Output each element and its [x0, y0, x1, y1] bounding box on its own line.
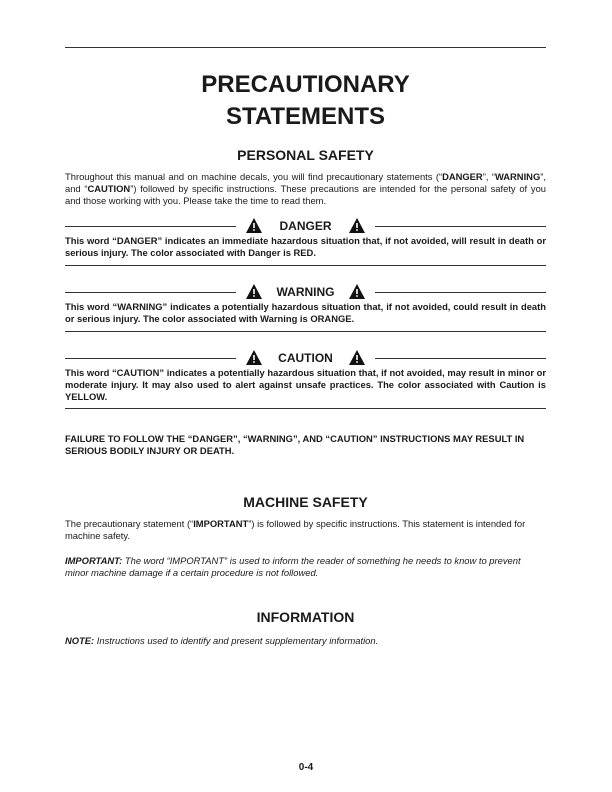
signal-word: DANGER	[279, 219, 332, 233]
important-note	[65, 555, 546, 579]
information-heading: INFORMATION	[256, 609, 355, 625]
failure-warning: FAILURE TO FOLLOW THE “DANGER”, “WARNING”, AND “CAUTION” INSTRUCTIONS MAY RESULT IN SERIOUS BODILY INJURY OR DEATH.	[65, 433, 525, 456]
caution-description: This word “CAUTION” indicates a potentially hazardous situation that, if not avoided, may result in minor or moderate injury. It may also used to alert against unsafe practices. The color associated with Caution is YELLOW.	[65, 367, 546, 402]
text: DANGER	[442, 171, 483, 182]
text: IMPORTANT	[193, 518, 249, 529]
divider	[375, 358, 546, 359]
signal-word: WARNING	[276, 285, 335, 299]
warning-triangle-icon	[349, 350, 365, 365]
text: WARNING	[494, 171, 541, 182]
page-title	[65, 69, 546, 133]
info-note	[65, 635, 546, 647]
text: ”, and “	[65, 171, 546, 194]
warning-triangle-icon	[349, 284, 365, 299]
divider	[375, 226, 546, 227]
danger-signal-header	[65, 218, 546, 234]
personal-safety-heading: PERSONAL SAFETY	[237, 147, 374, 163]
danger-description: This word “DANGER” indicates an immediate hazardous situation that, if not avoided, will result in death or serious injury. The color associated with Danger is RED.	[65, 235, 546, 258]
machine-safety-intro	[65, 518, 546, 542]
warning-description: This word “WARNING” indicates a potentially hazardous situation that, if not avoided, could result in death or serious injury. The color associated with Warning is ORANGE.	[65, 301, 546, 324]
important-label: IMPORTANT:	[65, 555, 123, 566]
warning-triangle-icon	[349, 218, 365, 233]
signal-word: CAUTION	[278, 351, 333, 365]
title-line-1: PRECAUTIONARY	[201, 71, 410, 98]
warning-signal-header	[65, 284, 546, 300]
text: ”, “	[482, 171, 495, 182]
text: ”) followed by specific instructions. These precautions are intended for the personal safety of you and those working with you. Please take the time to read them.	[65, 183, 546, 206]
divider	[65, 265, 546, 266]
page-number: 0-4	[298, 762, 314, 773]
text: ”) is followed by specific instructions. This statement is intended for machine safety.	[65, 518, 526, 541]
text: The word “IMPORTANT” is used to inform the reader of something he needs to know to prevent minor machine damage if a certain procedure is not followed.	[65, 555, 521, 578]
machine-safety-heading: MACHINE SAFETY	[243, 494, 368, 510]
personal-safety-intro	[65, 171, 546, 207]
note-label: NOTE:	[65, 635, 95, 646]
title-line-2: STATEMENTS	[225, 103, 386, 130]
text: The precautionary statement (“	[65, 518, 194, 529]
divider	[65, 331, 546, 332]
divider	[375, 292, 546, 293]
text: Instructions used to identify and present supplementary information.	[94, 635, 379, 646]
text: CAUTION	[87, 183, 131, 194]
divider	[65, 408, 546, 409]
caution-signal-header	[65, 350, 546, 366]
top-rule	[65, 47, 546, 48]
text: Throughout this manual and on machine decals, you will find precautionary statements (“	[65, 171, 443, 182]
